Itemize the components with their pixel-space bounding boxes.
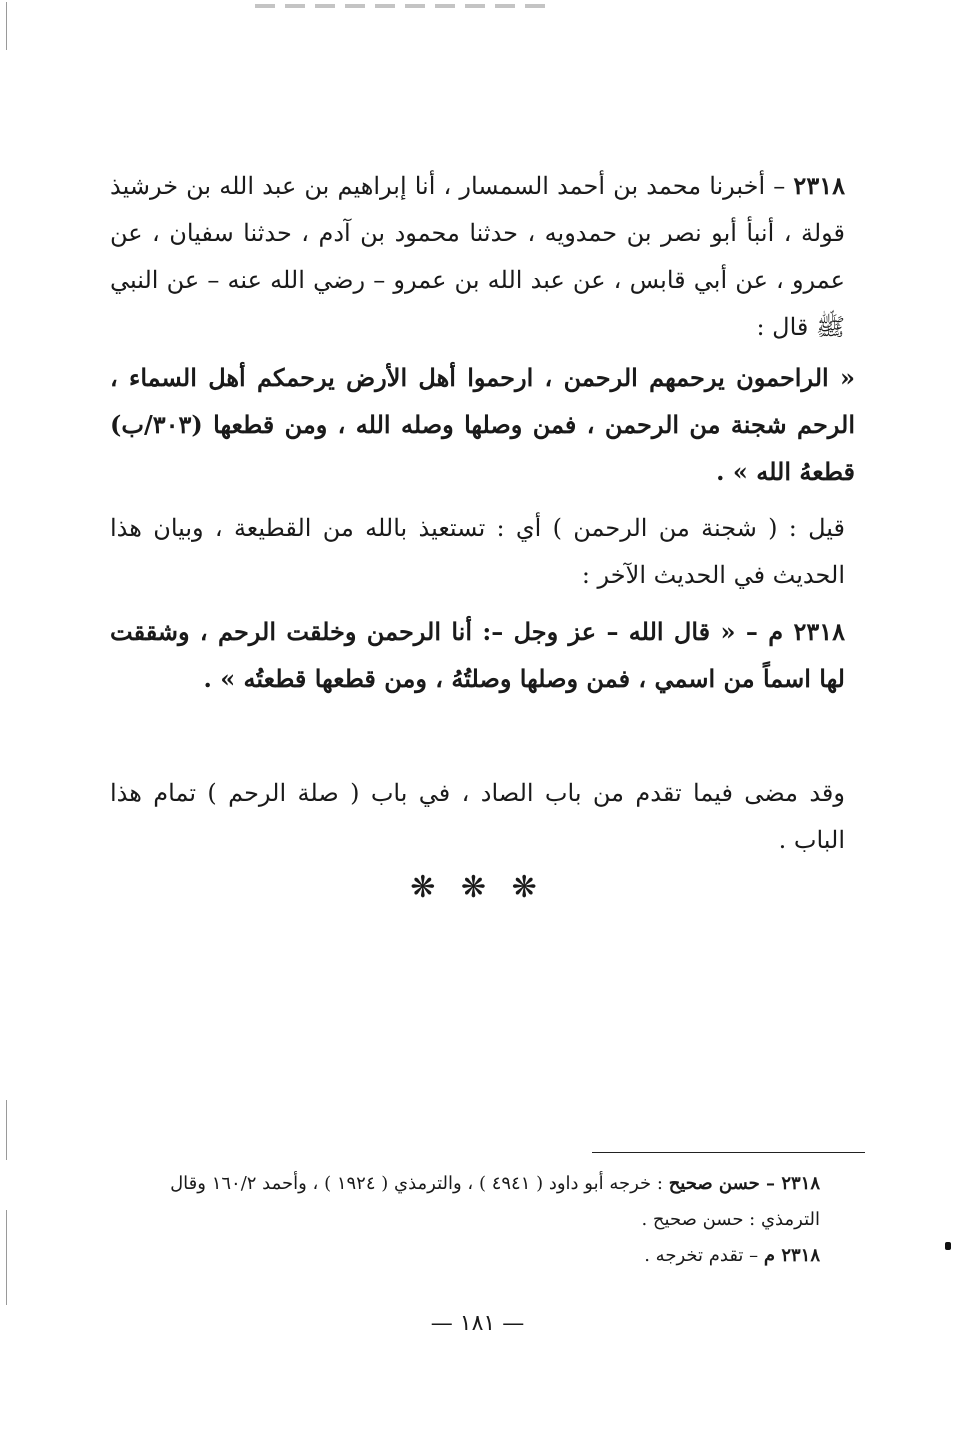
section-ornament: ❋ ❋ ❋ xyxy=(410,870,545,905)
hadith-2318m xyxy=(110,608,845,702)
scan-edge-mark xyxy=(6,1210,7,1305)
hadith-2318-matn xyxy=(110,354,855,495)
closing-text: وقد مضى فيما تقدم من باب الصاد ، في باب ( صلة الرحم ) تمام هذا الباب . xyxy=(110,779,845,854)
scan-edge-mark xyxy=(6,1100,7,1160)
footnote-label: ٢٣١٨ م xyxy=(763,1245,820,1266)
footnote-item xyxy=(120,1166,820,1238)
folio-reference: (٣٠٣/ب) xyxy=(110,410,203,439)
hadith-text: – « قال الله – عز وجل –: أنا الرحمن وخلقت الرحم ، وشققت لها اسماً من اسمي ، فمن وصلها وصلتُهُ ، ومن قطعها قطعتُه » . xyxy=(110,617,845,693)
isnad-text: – أخبرنا محمد بن أحمد السمسار ، أنا إبراهيم بن عبد الله بن خرشيذ قولة ، أنبأ أبو نصر بن حمدويه ، حدثنا محمود بن آدم ، حدثنا سفيان ، عن عمرو ، عن أبي قابس ، عن عبد الله بن عمرو – رضي الله عنه – عن النبي ﷺ قال : xyxy=(110,172,845,341)
scan-speck xyxy=(945,1242,951,1250)
closing-paragraph xyxy=(110,770,845,864)
matn-text: « الراحمون يرحمهم الرحمن ، ارحموا أهل الأرض يرحمكم أهل السماء ، الرحم شجنة من الرحمن ، فمن وصلها وصله الله ، ومن قطعها xyxy=(110,363,856,439)
hadith-2318-isnad xyxy=(110,162,845,351)
commentary-text: قيل : ( شجنة من الرحمن ) أي : تستعيذ بالله من القطيعة ، وبيان هذا الحديث في الحديث الآخر : xyxy=(110,514,845,589)
scan-edge-mark xyxy=(6,2,7,50)
footnote-rule xyxy=(592,1152,865,1153)
footnote-text: : خرجه أبو داود ( ٤٩٤١ ) ، والترمذي ( ١٩٢٤ ) ، وأحمد ١٦٠/٢ وقال الترمذي : حسن صحيح . xyxy=(170,1173,820,1230)
top-dashed-rule xyxy=(255,4,555,8)
hadith-number: ٢٣١٨ م xyxy=(768,617,845,646)
hadith-number: ٢٣١٨ xyxy=(793,171,845,200)
matn-end-text: قطعهُ الله » . xyxy=(716,457,855,486)
footnotes xyxy=(120,1166,820,1274)
footnote-item xyxy=(120,1238,820,1274)
footnote-label: ٢٣١٨ – حسن صحيح xyxy=(668,1173,820,1194)
commentary-paragraph xyxy=(110,505,845,599)
footnote-text: – تقدم تخرجه . xyxy=(644,1245,759,1266)
page-number: — ١٨١ — xyxy=(430,1311,525,1336)
